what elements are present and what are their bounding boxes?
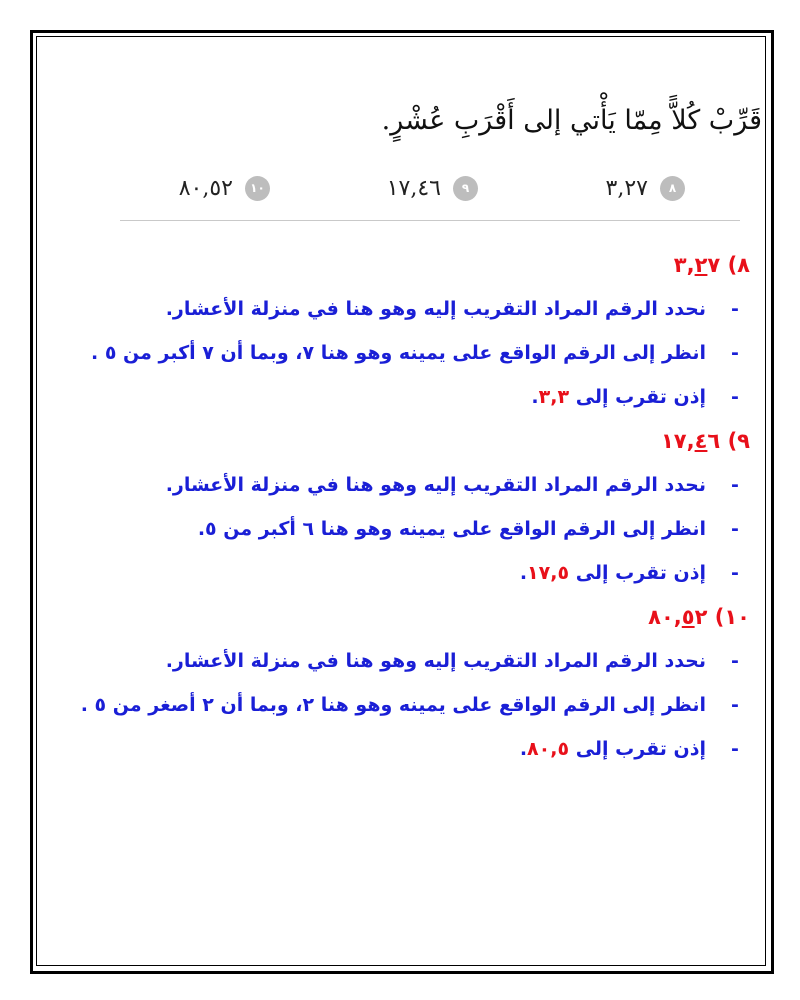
solution-step [60,507,750,551]
textbook-divider [120,220,740,221]
solution-label: ٩) [727,429,750,453]
step-text: إذن تقرب إلى [575,738,706,760]
bullet-dash: - [731,562,739,584]
number-part: ٧ [707,253,721,277]
number-underlined-digit: ٤ [694,429,708,453]
solution-step [60,331,750,375]
result-value: ١٧,٥ [527,562,570,584]
solution-number [648,605,707,629]
exercise-number-badge: ١٠ [245,176,270,201]
textbook-instruction: قَرِّبْ كُلاًّ مِمّا يَأْتي إلى أَقْرَبِ عُشْرٍ. [381,105,762,136]
solution-heading-10 [60,595,750,639]
bullet-dash: - [731,738,739,760]
solution-step [60,727,750,771]
exercise-number-badge: ٨ [660,176,685,201]
solution-step [60,463,750,507]
number-part: ٨٠, [648,605,682,629]
bullet-dash: - [731,298,739,320]
step-text: انظر إلى الرقم الواقع على يمينه وهو هنا ٦ أكبر من ٥. [197,518,706,540]
number-part: ١٧, [660,429,695,453]
solution-step [60,551,750,595]
solution-step [60,639,750,683]
textbook-exercise-8 [606,172,685,204]
solutions [60,243,750,771]
step-text: نحدد الرقم المراد التقريب إليه وهو هنا في منزلة الأعشار. [165,298,706,320]
exercise-value: ٨٠,٥٢ [178,175,233,201]
bullet-dash: - [731,386,739,408]
result-suffix: . [531,386,539,408]
step-text: إذن تقرب إلى [575,562,706,584]
textbook-exercise-9 [387,172,478,204]
step-text: انظر إلى الرقم الواقع على يمينه وهو هنا ٢، وبما أن ٢ أصغر من ٥ . [80,694,706,716]
number-part: ٢ [694,605,708,629]
step-text: نحدد الرقم المراد التقريب إليه وهو هنا في منزلة الأعشار. [165,474,706,496]
exercise-value: ٣,٢٧ [605,175,648,201]
bullet-dash: - [731,650,739,672]
number-part: ٣, [673,253,695,277]
textbook-exercise-10 [179,172,270,204]
solution-number [674,253,720,277]
step-text: انظر إلى الرقم الواقع على يمينه وهو هنا ٧، وبما أن ٧ أكبر من ٥ . [90,342,706,364]
exercise-value: ١٧,٤٦ [386,175,441,201]
bullet-dash: - [731,474,739,496]
solution-step [60,683,750,727]
result-value: ٨٠,٥ [527,738,570,760]
result-suffix: . [519,562,528,584]
solution-label: ٨) [727,253,750,277]
solution-heading-8 [60,243,750,287]
bullet-dash: - [731,694,739,716]
result-suffix: . [519,738,528,760]
solution-step [60,287,750,331]
solution-heading-9 [60,419,750,463]
result-value: ٣,٣ [538,386,570,408]
step-text: نحدد الرقم المراد التقريب إليه وهو هنا في منزلة الأعشار. [165,650,706,672]
solution-number [661,429,720,453]
bullet-dash: - [731,342,739,364]
number-underlined-digit: ٥ [681,605,695,629]
step-text: إذن تقرب إلى [575,386,706,408]
solution-label: ١٠) [714,605,750,629]
solution-step [60,375,750,419]
exercise-number-badge: ٩ [453,176,478,201]
number-underlined-digit: ٢ [694,253,708,277]
number-part: ٦ [707,429,721,453]
bullet-dash: - [731,518,739,540]
